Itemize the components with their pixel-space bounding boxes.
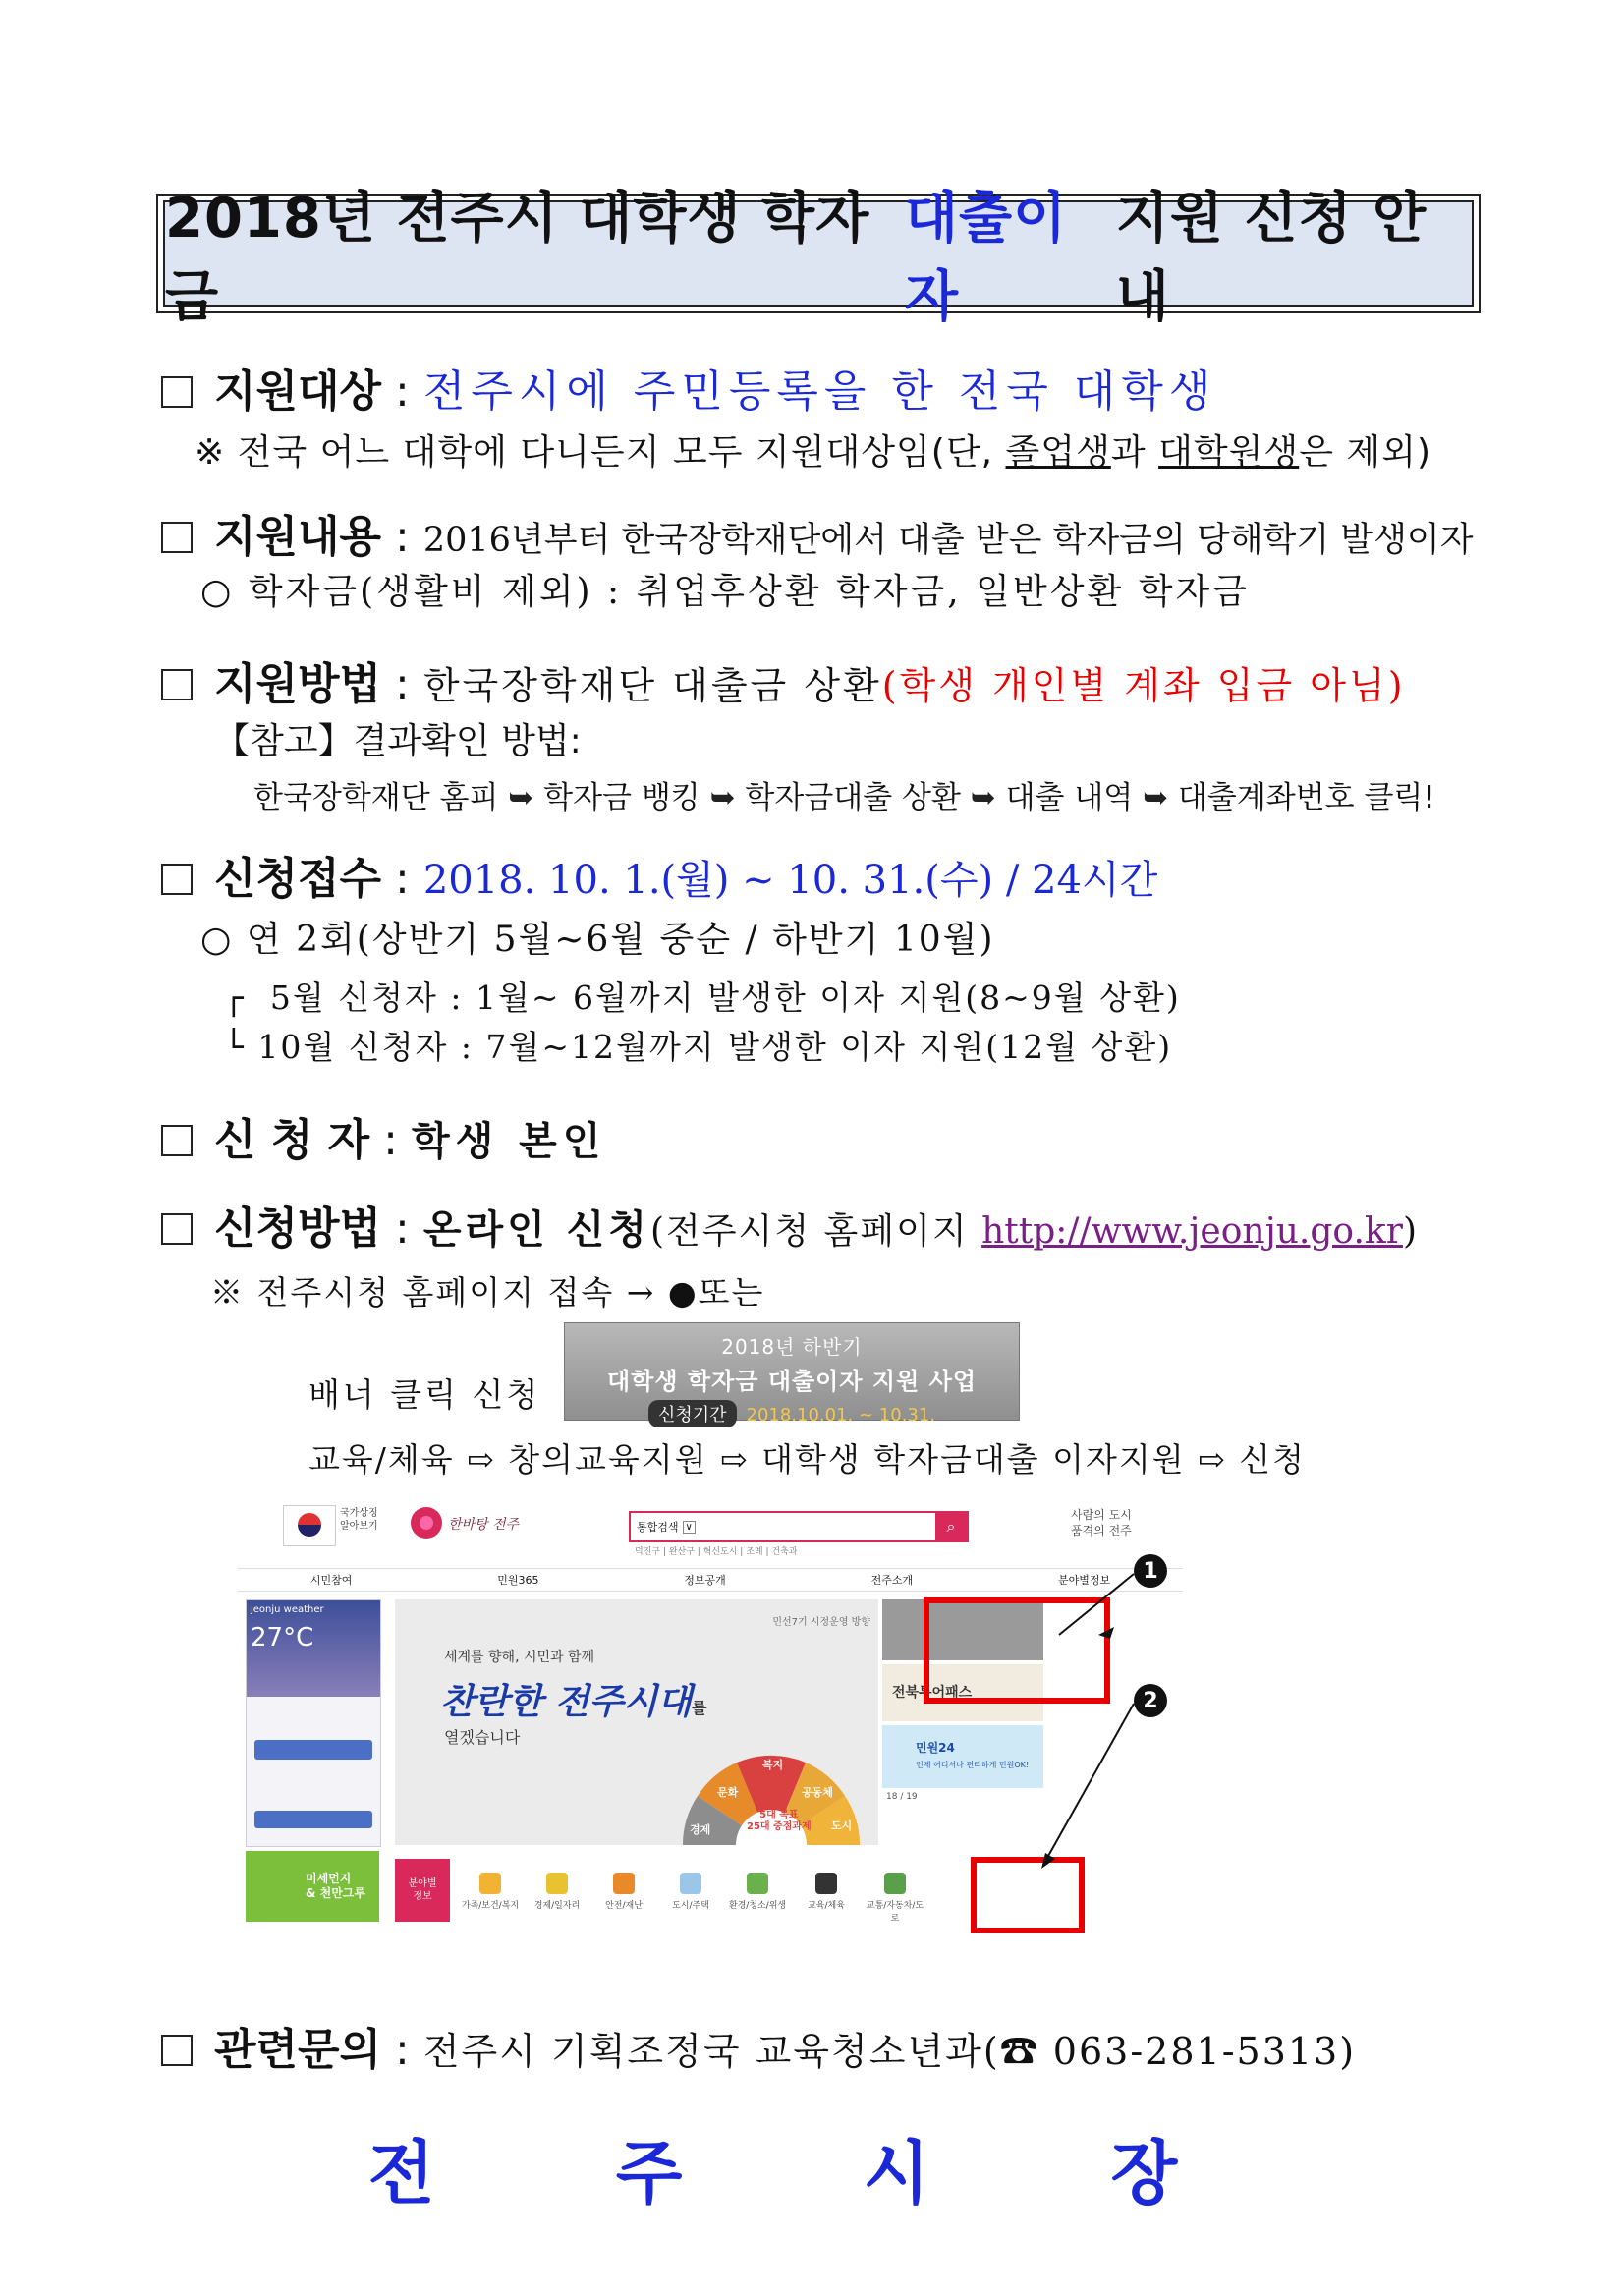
method-path [253,772,1435,816]
path-step: 대출계좌번호 클릭! [1177,780,1435,815]
section-label: 관련문의 [214,2025,382,2075]
wheel-center: 5대 목표 25대 중점과제 [747,1810,812,1832]
section-label: 지원내용 [214,512,382,562]
separator: : [381,2025,423,2075]
wheel-label: 도시 [831,1819,853,1832]
note-text: 과 [1110,432,1159,473]
banner-line1: 2018년 하반기 [721,1335,863,1359]
marker-1: 1 [1134,1554,1167,1588]
checkbox-square-icon [161,1125,193,1156]
search-label: 통합검색 [637,1521,679,1534]
category-label: 환경/청소/위생 [728,1901,787,1911]
loan-interest-banner[interactable] [564,1322,1020,1426]
howto-note: ※ 전주시청 홈페이지 접속 → ●또는 [210,1273,765,1312]
nav-item[interactable]: 정보공개 [684,1574,726,1587]
weather-title: jeonju weather [251,1604,324,1615]
gov-symbol-text[interactable]: 국가상징 알아보기 [340,1508,378,1532]
wheel-label: 복지 [762,1759,784,1771]
section-value-red: (학생 개인별 계좌 입금 아님) [881,664,1406,707]
method-ref: 【참고】결과확인 방법: [214,721,582,761]
minwon24-sub: 언제 어디서나 편리하게 민원OK! [916,1761,1030,1769]
website-screenshot [238,1491,1183,1933]
banner-pager[interactable]: 18 / 19 [886,1792,918,1802]
section-applicant [161,1104,606,1167]
section-value: 2018. 10. 1.(월) ~ 10. 31.(수) / 24시간 [422,858,1158,903]
category-label: 도시/주택 [672,1901,709,1911]
section-apply [161,843,1157,906]
search-icon[interactable]: ⌕ [935,1513,967,1540]
content-sub: ○ 학자금(생활비 제외) : 취업후상환 학자금, 일반상환 학자금 [200,572,1251,612]
nav-item[interactable]: 전주소개 [870,1574,914,1587]
minwon24-title: 민원24 [916,1741,955,1755]
separator: : [381,854,423,904]
separator: : [381,366,423,417]
wheel-label: 경제 [690,1823,711,1836]
path-step: 한국장학재단 홈피 [253,780,499,815]
search-tags[interactable]: 덕진구 | 완산구 | 혁신도시 | 조례 | 건축과 [635,1547,798,1557]
wheel-label: 문화 [717,1786,739,1799]
checkbox-square-icon [161,669,193,700]
banner-date: 2018.10.01. ~ 10.31. [746,1405,936,1426]
wheel-label: 공동체 [802,1786,833,1799]
nav-item[interactable]: 민원365 [497,1574,539,1587]
temperature: 27°C [251,1623,314,1652]
menu-path: 교육/체육 ⇨ 창의교육지원 ⇨ 대학생 학자금대출 이자지원 ⇨ 신청 [308,1440,1307,1479]
nav-item[interactable]: 시민참여 [309,1574,353,1587]
separator: : [381,512,423,562]
section-value: 학생 본인 [411,1118,607,1164]
section-label: 지원방법 [214,659,382,709]
checkbox-square-icon [161,522,193,553]
section-label: 신청접수 [214,854,382,904]
note-text: 은 제외) [1299,432,1432,473]
annotation-arrows [238,1491,1183,1933]
howto-paren: (전주시청 홈페이지 [649,1211,982,1252]
checkbox-square-icon [161,376,193,408]
note-underlined: 대학원생 [1158,432,1300,473]
apply-row-1: ┌ 5월 신청자 : 1월~ 6월까지 발생한 이자 지원(8~9월 상환) [224,979,1181,1017]
note-underlined: 졸업생 [1005,432,1111,473]
hero-small: 민선7기 시정운영 방향 [772,1617,870,1628]
hero-l2: 를 [691,1699,707,1717]
arrow-icon: ➥ [970,780,996,815]
category-label: 경제/일자리 [533,1901,581,1911]
banner-click-text: 배너 클릭 신청 [308,1375,541,1414]
tourpass-title: 전북투어패스 [892,1685,973,1701]
checkbox-square-icon [161,1213,193,1245]
separator: : [381,1203,423,1254]
section-method [161,648,1406,711]
separator: : [381,659,423,709]
title-highlight: 대출이자 [904,187,1068,329]
howto-paren: ) [1402,1211,1417,1252]
section-contact [161,2014,1356,2077]
dust-tree-button[interactable]: 미세먼지 & 천만그루 [246,1851,379,1922]
chevron-down-icon[interactable]: ∨ [683,1521,696,1534]
svg-text:한바탕 전주: 한바탕 전주 [448,1517,520,1533]
section-target [161,356,1216,419]
hero-line1: 세계를 향해, 시민과 함께 [444,1650,595,1665]
path-step: 학자금대출 상환 [745,780,961,815]
mayor-signature: 전 주 시 장 [367,2133,1257,2213]
homepage-link[interactable]: http://www.jeonju.go.kr [981,1211,1403,1252]
section-value: 전주시 기획조정국 교육청소년과(☎ 063-281-5313) [422,2030,1357,2073]
title-prefix: 2018년 전주시 대학생 학자금 [165,187,870,329]
path-step: 학자금 뱅킹 [543,780,700,815]
section-label: 지원대상 [214,366,382,417]
page-title [163,187,1474,329]
arrow-icon: ➥ [1143,780,1169,815]
hero-line3: 열겠습니다 [444,1728,521,1747]
section-value: 2016년부터 한국장학재단에서 대출 받은 학자금의 당해학기 발생이자 [422,521,1474,560]
note-text: ※ 전국 어느 대학에 다니든지 모두 지원대상임(단, [195,432,1006,473]
section-value: 한국장학재단 대출금 상환 [422,664,882,707]
marker-2: 2 [1134,1684,1167,1717]
section-value: 온라인 신청 [422,1206,650,1253]
banner-line2: 대학생 학자금 대출이자 지원 사업 [607,1368,977,1395]
target-note [195,424,1431,475]
slogan: 사람의 도시 품격의 전주 [1071,1508,1132,1538]
banner-pill: 신청기간 [648,1400,737,1427]
section-value: 전주시에 주민등록을 한 전국 대학생 [422,366,1217,417]
hero-big-text: 찬란한 전주시대 [440,1681,692,1722]
category-label: 안전/재난 [605,1901,643,1911]
section-label: 신 청 자 [214,1115,370,1165]
checkbox-square-icon [161,864,193,895]
field-info-label: 분야별 정보 [395,1859,450,1922]
path-step: 대출 내역 [1005,780,1134,815]
section-content [161,501,1474,564]
category-label: 교육/체육 [808,1901,845,1911]
checkbox-square-icon [161,2035,193,2066]
category-label: 교통/자동차/도로 [866,1901,924,1924]
separator: : [369,1115,412,1165]
section-howto [161,1193,1417,1256]
title-suffix: 지원 신청 안내 [1115,187,1428,329]
section-label: 신청방법 [214,1203,382,1254]
apply-row-2: └ 10월 신청자 : 7월~12월까지 발생한 이자 지원(12월 상환) [224,1028,1173,1066]
arrow-icon: ➥ [508,780,534,815]
nav-item[interactable]: 분야별정보 [1057,1574,1111,1587]
arrow-icon: ➥ [709,780,736,815]
apply-sub: ○ 연 2회(상반기 5월~6월 중순 / 하반기 10월) [200,920,995,960]
category-label: 가족/보건/복지 [461,1901,520,1911]
